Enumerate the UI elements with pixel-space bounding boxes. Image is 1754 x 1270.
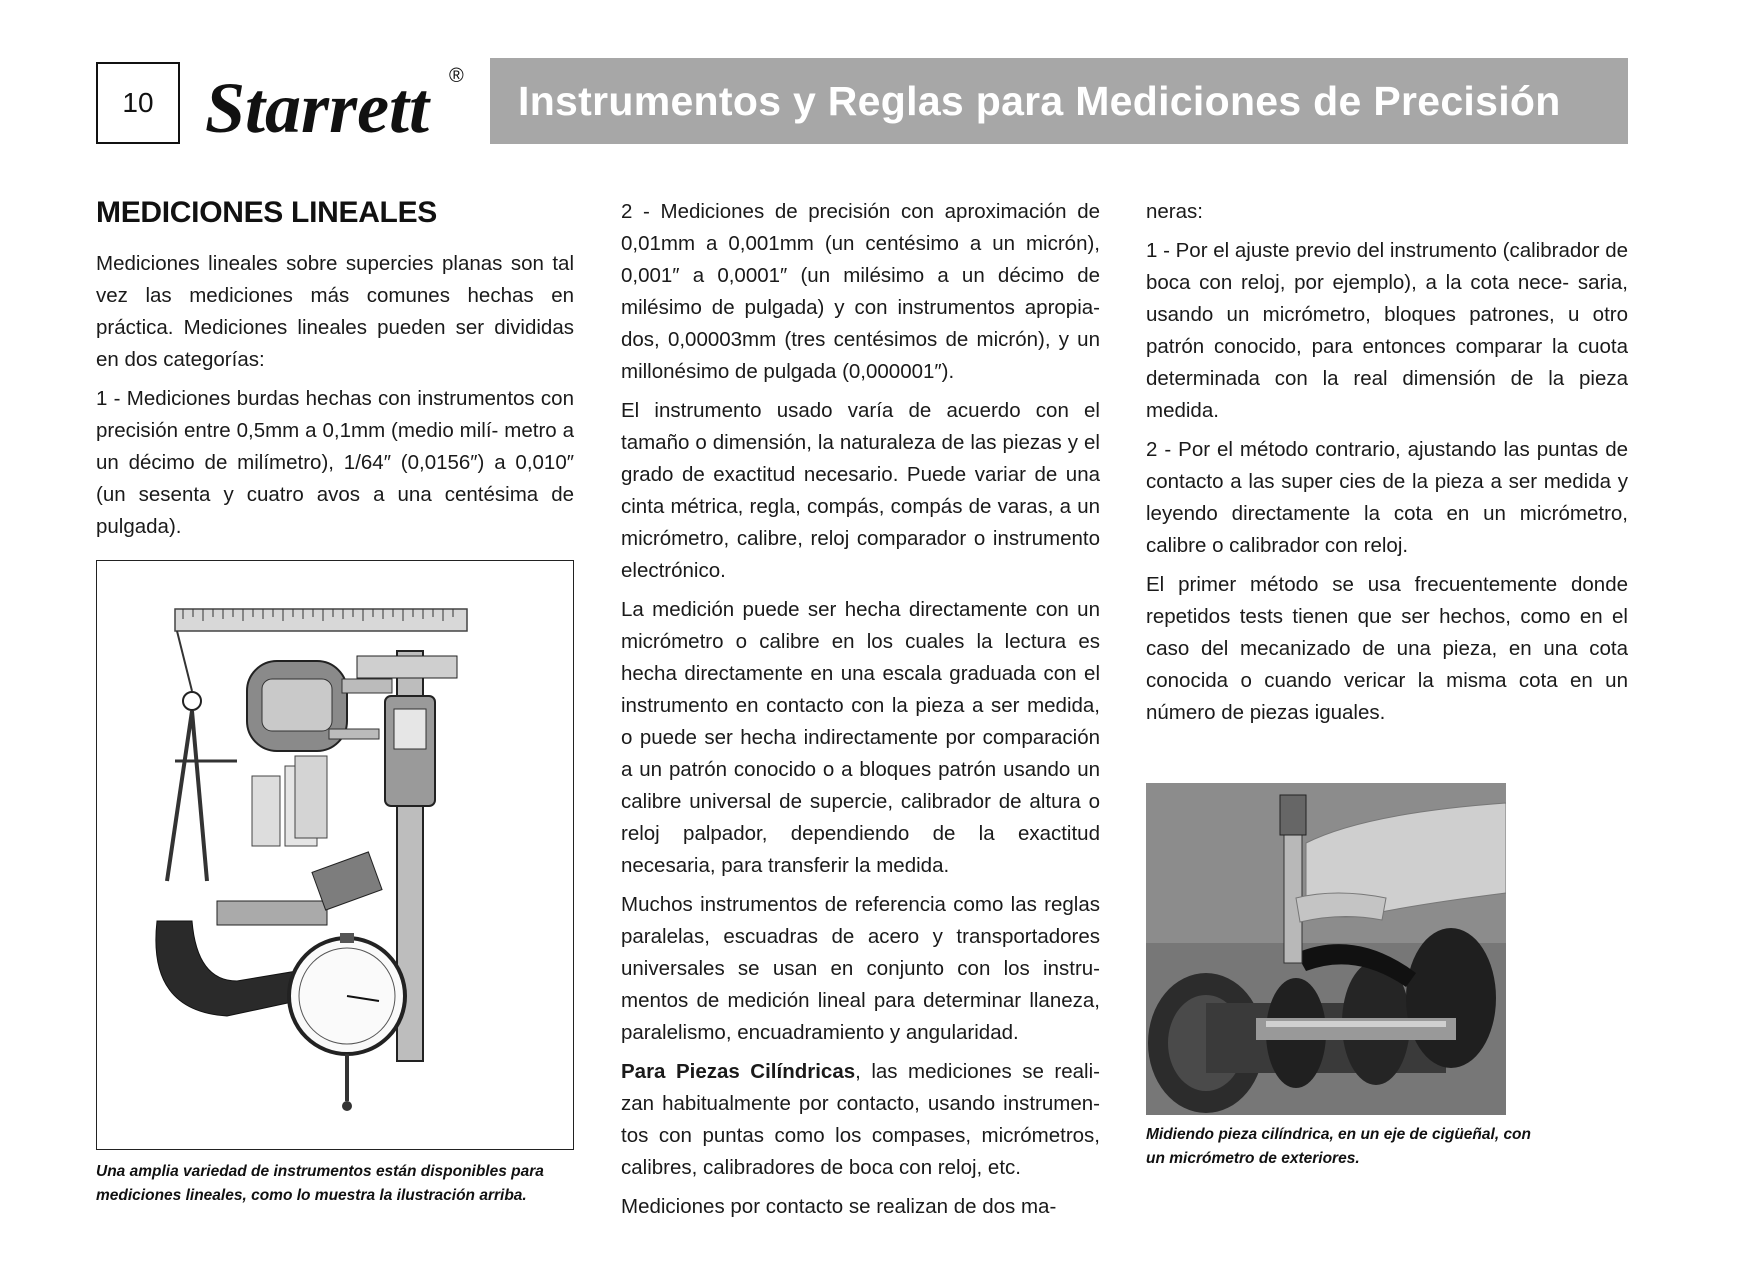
page-number: 10 [96, 62, 180, 144]
column-1 [96, 196, 574, 550]
instruments-illustration [96, 560, 574, 1150]
paragraph: 2 - Por el método contrario, ajustando las puntas de contacto a las super cies de la pieza a ser medida y leyendo directamente la cota en un micrómetro, calibre o calibrador con reloj. [1146, 438, 1628, 557]
paragraph: 2 - Mediciones de precisión con aproximación de 0,01mm a 0,001mm (un centésimo a un micrón), 0,001″ a 0,0001″ (un milésimo a un décimo de milésimo de pulgada) y con instrumentos apropia- dos, 0,00003mm (tres centésimos de micrón), y un millonésimo de pulgada (0,000001″). [621, 200, 1100, 383]
paragraph: 1 - Mediciones burdas hechas con instrumentos con precisión entre 0,5mm a 0,1mm (medio milí- metro a un décimo de milímetro), 1/64″ (0,0156″) a 0,010″ (un sesenta y cuatro avos a una centésima de pulgada). [96, 387, 574, 538]
paragraph-text: , las mediciones se reali- zan habitualmente por contacto, usando instrumen- tos con puntas como los compases, micrómetros, calibres, calibradores de boca con reloj, etc. [621, 1060, 1100, 1179]
column-2 [621, 196, 1100, 1230]
crankshaft-image [1146, 783, 1506, 1115]
paragraph: El instrumento usado varía de acuerdo con el tamaño o dimensión, la naturaleza de las piezas y el grado de exactitud necesario. Puede variar de una cinta métrica, regla, compás, compás de varas, a un micrómetro, calibre, reloj comparador o instrumento electrónico. [621, 399, 1100, 582]
header-title-bar [490, 58, 1628, 144]
paragraph: La medición puede ser hecha directamente con un micrómetro o calibre en los cuales la lectura es hecha directamente en una escala graduada con el instrumento en contacto con la pieza a ser medida, o puede ser hecha indirectamente por comparación a un patrón conocido o a bloques patrón usando un calibre universal de supercie, calibrador de altura o reloj palpador, dependiendo de la exactitud necesaria, para transferir la medida. [621, 598, 1100, 877]
page-title: Instrumentos y Reglas para Mediciones de Precisión [518, 77, 1561, 124]
logo-wordmark: Starrett [205, 68, 430, 148]
paragraph: 1 - Por el ajuste previo del instrumento (calibrador de boca con reloj, por ejemplo), a la cota nece- saria, usando un micrómetro, bloques patrones, u otro patrón conocido, para entonces comparar la cuota determinada con la real dimensión de la pieza medida. [1146, 239, 1628, 422]
figure-caption: Una amplia variedad de instrumentos están disponibles para mediciones lineales, como lo muestra la ilustración arriba. [96, 1163, 544, 1204]
paragraph: Mediciones por contacto se realizan de dos ma- [621, 1195, 1057, 1218]
bold-lead: Para Piezas Cilíndricas [621, 1060, 856, 1083]
column-3 [1146, 196, 1628, 736]
figure-caption: Midiendo pieza cilíndrica, en un eje de cigüeñal, con un micrómetro de exteriores. [1146, 1126, 1531, 1167]
paragraph: Muchos instrumentos de referencia como las reglas paralelas, escuadras de acero y transportadores universales se usan en conjunto con los instru- mentos de medición lineal para determinar llaneza, paralelismo, encuadramiento y angularidad. [621, 893, 1100, 1044]
crankshaft-photo [1146, 783, 1506, 1115]
paragraph: Mediciones lineales sobre supercies planas son tal vez las mediciones más comunes hechas en práctica. Mediciones lineales pueden ser divididas en dos categorías: [96, 252, 574, 371]
section-heading: MEDICIONES LINEALES [96, 196, 437, 229]
paragraph [621, 1056, 1100, 1184]
registered-mark: ® [449, 65, 464, 87]
paragraph: neras: [1146, 200, 1203, 223]
instruments-image [97, 561, 572, 1148]
paragraph: El primer método se usa frecuentemente donde repetidos tests tienen que ser hechos, como en el caso del mecanizado de una pieza, en una cota conocida o cuando vericar la misma cota en un número de piezas iguales. [1146, 573, 1628, 724]
starrett-logo [205, 52, 465, 152]
